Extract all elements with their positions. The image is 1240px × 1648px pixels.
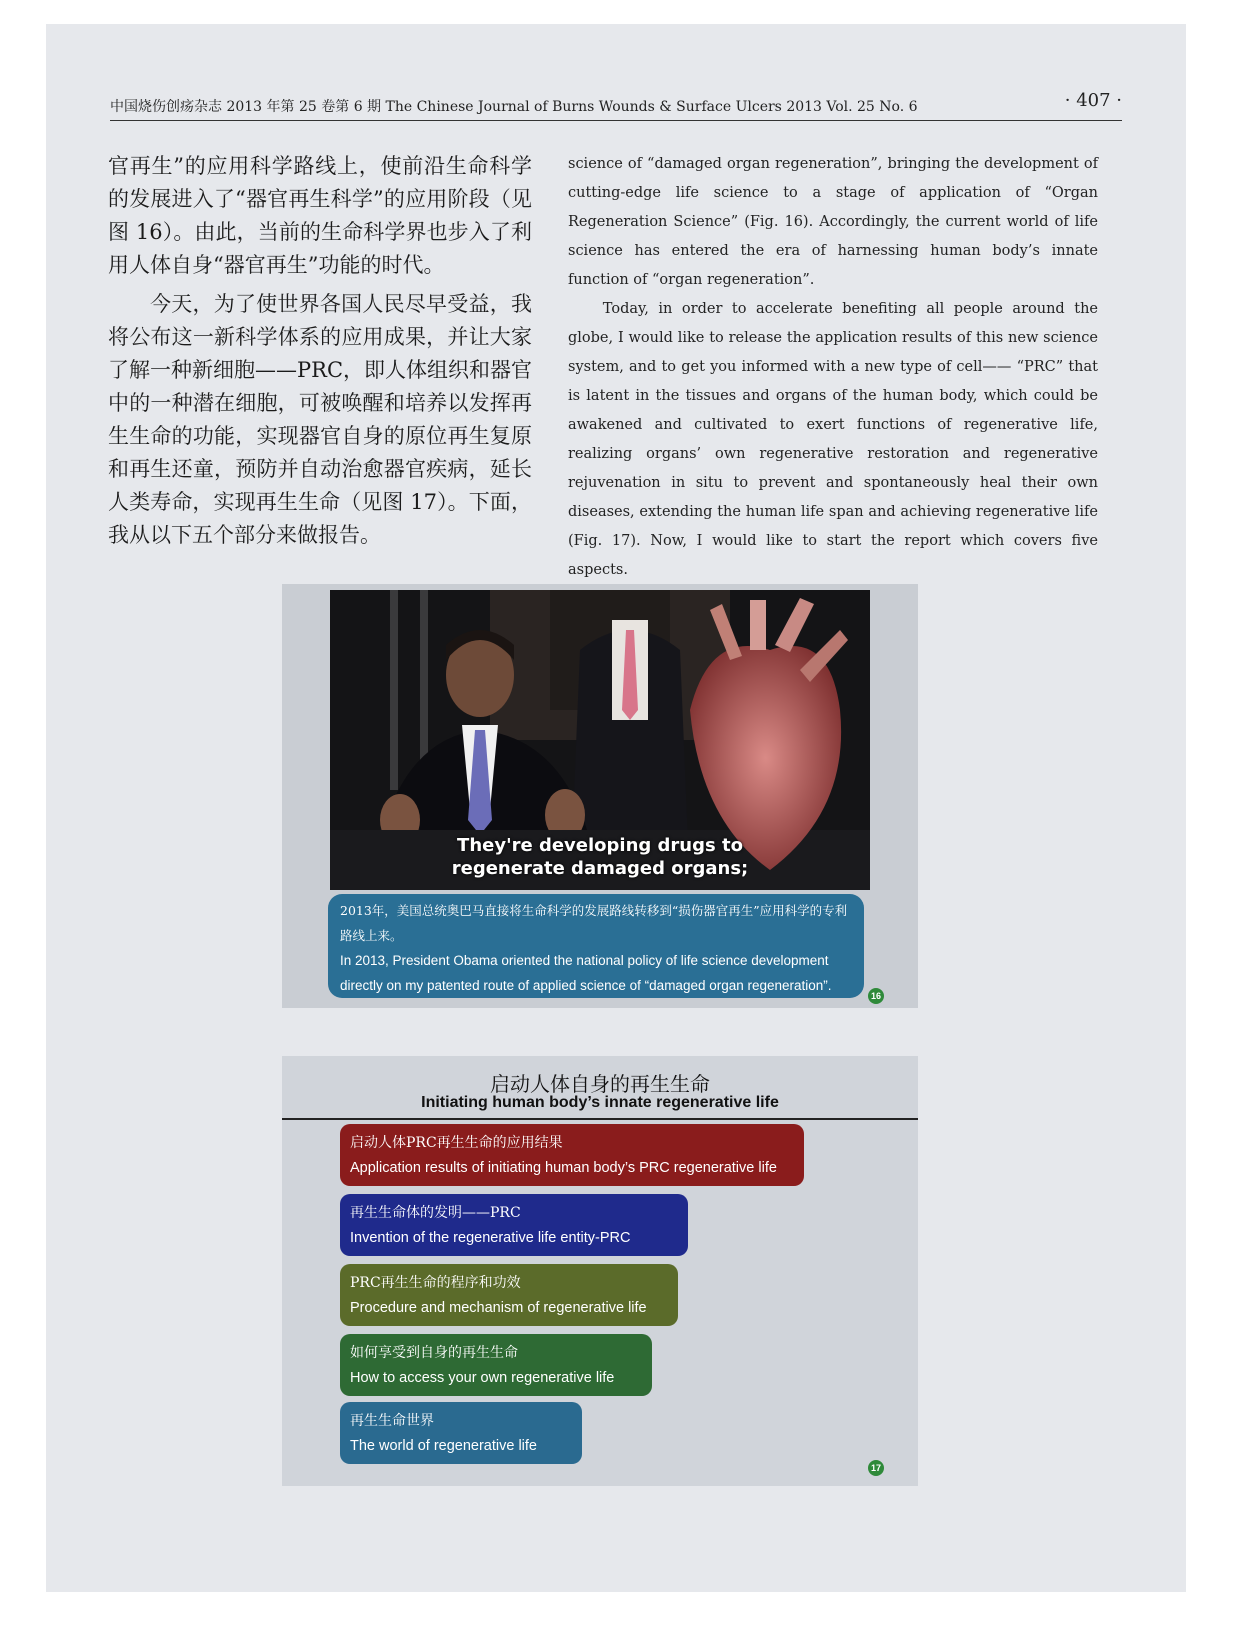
chinese-column xyxy=(108,150,532,552)
en-paragraph-1: science of “damaged organ regeneration”, bringing the development of cutting-edge life science to a stage of application of “Organ Regeneration Science” (Fig. 16). Accordingly, the current world of life science has entered the era of harnessing human body’s innate function of “organ regeneration”. xyxy=(568,156,1098,288)
cn-paragraph-2: 今天，为了使世界各国人民尽早受益，我将公布这一新科学体系的应用成果，并让大家了解一种新细胞——PRC，即人体组织和器官中的一种潜在细胞，可被唤醒和培养以发挥再生生命的功能，实现器官自身的原位再生复原和再生还童，预防并自动治愈器官疾病，延长人类寿命，实现再生生命（见图 17）。下面，我从以下五个部分来做报告。 xyxy=(108,292,533,547)
page-number: · 407 · xyxy=(1064,90,1122,111)
cn-paragraph-1: 官再生”的应用科学路线上，使前沿生命科学的发展进入了“器官再生科学”的应用阶段（见图 16）。由此，当前的生命科学界也步入了利用人体自身“器官再生”功能的时代。 xyxy=(108,154,532,277)
outline-item-1 xyxy=(340,1124,804,1186)
figure-17-title-en: Initiating human body’s innate regenerative life xyxy=(421,1094,779,1111)
running-header xyxy=(110,90,1122,121)
english-column xyxy=(568,150,1098,585)
figure-17-title-rule xyxy=(282,1118,918,1120)
outline-item-3-en: Procedure and mechanism of regenerative life xyxy=(350,1300,647,1316)
outline-item-3 xyxy=(340,1264,678,1326)
video-subtitle xyxy=(330,834,870,880)
figure-16 xyxy=(282,584,918,1008)
outline-item-1-cn: 启动人体PRC再生生命的应用结果 xyxy=(350,1135,563,1151)
figure-17 xyxy=(282,1056,918,1486)
figure-16-number-badge: 16 xyxy=(868,988,884,1004)
figure-16-photo xyxy=(330,590,870,890)
journal-page xyxy=(46,24,1186,1592)
outline-item-1-en: Application results of initiating human body’s PRC regenerative life xyxy=(350,1160,777,1176)
outline-item-2-en: Invention of the regenerative life entity-PRC xyxy=(350,1230,631,1246)
outline-item-4-cn: 如何享受到自身的再生生命 xyxy=(350,1345,518,1361)
subtitle-line-1: They're developing drugs to xyxy=(457,835,743,856)
figure-16-note-en: In 2013, President Obama oriented the national policy of life science development directly on my patented route of applied science of “damaged organ regeneration”. xyxy=(340,953,832,993)
outline-item-3-cn: PRC再生生命的程序和功效 xyxy=(350,1275,521,1291)
outline-item-4 xyxy=(340,1334,652,1396)
outline-item-5-en: The world of regenerative life xyxy=(350,1438,537,1454)
figure-16-note xyxy=(328,894,864,998)
figure-17-number-badge: 17 xyxy=(868,1460,884,1476)
outline-item-4-en: How to access your own regenerative life xyxy=(350,1370,615,1386)
outline-item-2 xyxy=(340,1194,688,1256)
figure-17-title-cn: 启动人体自身的再生生命 xyxy=(490,1072,710,1096)
figure-16-note-cn: 2013年，美国总统奥巴马直接将生命科学的发展路线转移到“损伤器官再生”应用科学的专利路线上来。 xyxy=(340,903,848,943)
outline-item-2-cn: 再生生命体的发明——PRC xyxy=(350,1205,521,1221)
outline-item-5-cn: 再生生命世界 xyxy=(350,1413,434,1429)
outline-item-5 xyxy=(340,1402,582,1464)
subtitle-line-2: regenerate damaged organs; xyxy=(451,858,749,879)
journal-citation: 中国烧伤创疡杂志 2013 年第 25 卷第 6 期 The Chinese Journal of Burns Wounds & Surface Ulcers 2013 Vol. 25 No. 6 xyxy=(110,99,918,115)
en-paragraph-2: Today, in order to accelerate benefiting all people around the globe, I would like to release the application results of this new science system, and to get you informed with a new type of cell—— “PRC” that is latent in the tissues and organs of the human body, which could be awakened and cultivated to exert functions of regenerative life, realizing organs’ own regenerative restoration and regenerative rejuvenation in situ to prevent and spontaneously heal their own diseases, extending the human life span and achieving regenerative life (Fig. 17). Now, I would like to start the report which covers five aspects. xyxy=(568,301,1098,578)
